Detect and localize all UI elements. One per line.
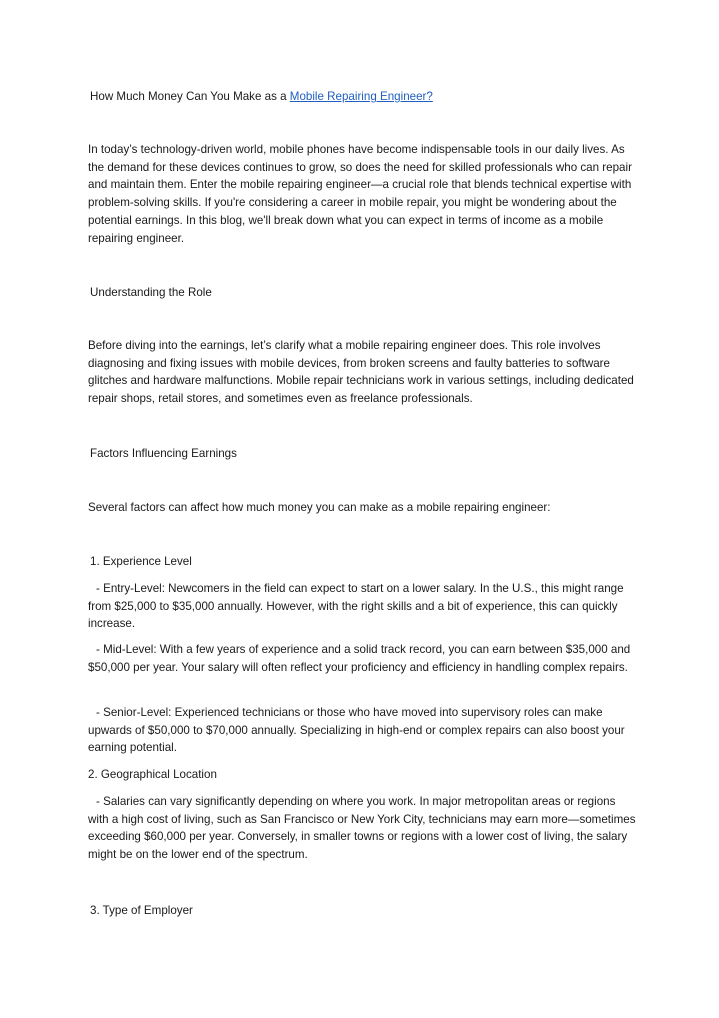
role-paragraph: Before diving into the earnings, let’s clarify what a mobile repairing engineer does. This role involves diagnosing and fixing issues with mobile devices, from broken screens and faulty batteries to software glitches and hardware malfunctions. Mobile repair technicians work in various settings, including dedicated repair shops, retail stores, and sometimes even as freelance professionals. bbox=[88, 339, 634, 406]
employer-heading: 3. Type of Employer bbox=[90, 904, 193, 917]
experience-heading: 1. Experience Level bbox=[90, 555, 192, 568]
mobile-repairing-engineer-link[interactable]: Mobile Repairing Engineer? bbox=[289, 90, 433, 103]
role-heading: Understanding the Role bbox=[90, 286, 212, 299]
location-heading: 2. Geographical Location bbox=[88, 768, 217, 781]
entry-level-paragraph: - Entry-Level: Newcomers in the field can expect to start on a lower salary. In the U.S., this might range from $25,000 to $35,000 annually. However, with the right skills and a bit of experience, this can quickly increase. bbox=[88, 582, 624, 631]
factors-heading: Factors Influencing Earnings bbox=[90, 447, 237, 460]
document-title bbox=[90, 88, 638, 106]
mid-level-paragraph: - Mid-Level: With a few years of experience and a solid track record, you can earn between $35,000 and $50,000 per year. Your salary will often reflect your proficiency and efficiency in handling complex repairs. bbox=[88, 643, 631, 674]
factors-intro-paragraph: Several factors can affect how much money you can make as a mobile repairing engineer: bbox=[88, 501, 551, 514]
senior-level-paragraph: - Senior-Level: Experienced technicians or those who have moved into supervisory roles can make upwards of $50,000 to $70,000 annually. Specializing in high-end or complex repairs can also boost your earning potential. bbox=[88, 706, 625, 755]
location-paragraph: - Salaries can vary significantly depending on where you work. In major metropolitan areas or regions with a high cost of living, such as San Francisco or New York City, technicians may earn more—sometimes exceeding $60,000 per year. Conversely, in smaller towns or regions with a lower cost of living, the salary might be on the lower end of the spectrum. bbox=[88, 795, 636, 862]
title-text: How Much Money Can You Make as a bbox=[90, 90, 290, 103]
intro-paragraph: In today’s technology-driven world, mobile phones have become indispensable tools in our daily lives. As the demand for these devices continues to grow, so does the need for skilled professionals who can repair and maintain them. Enter the mobile repairing engineer—a crucial role that blends technical expertise with problem-solving skills. If you're considering a career in mobile repair, you might be wondering about the potential earnings. In this blog, we'll break down what you can expect in terms of income as a mobile repairing engineer. bbox=[88, 143, 632, 245]
